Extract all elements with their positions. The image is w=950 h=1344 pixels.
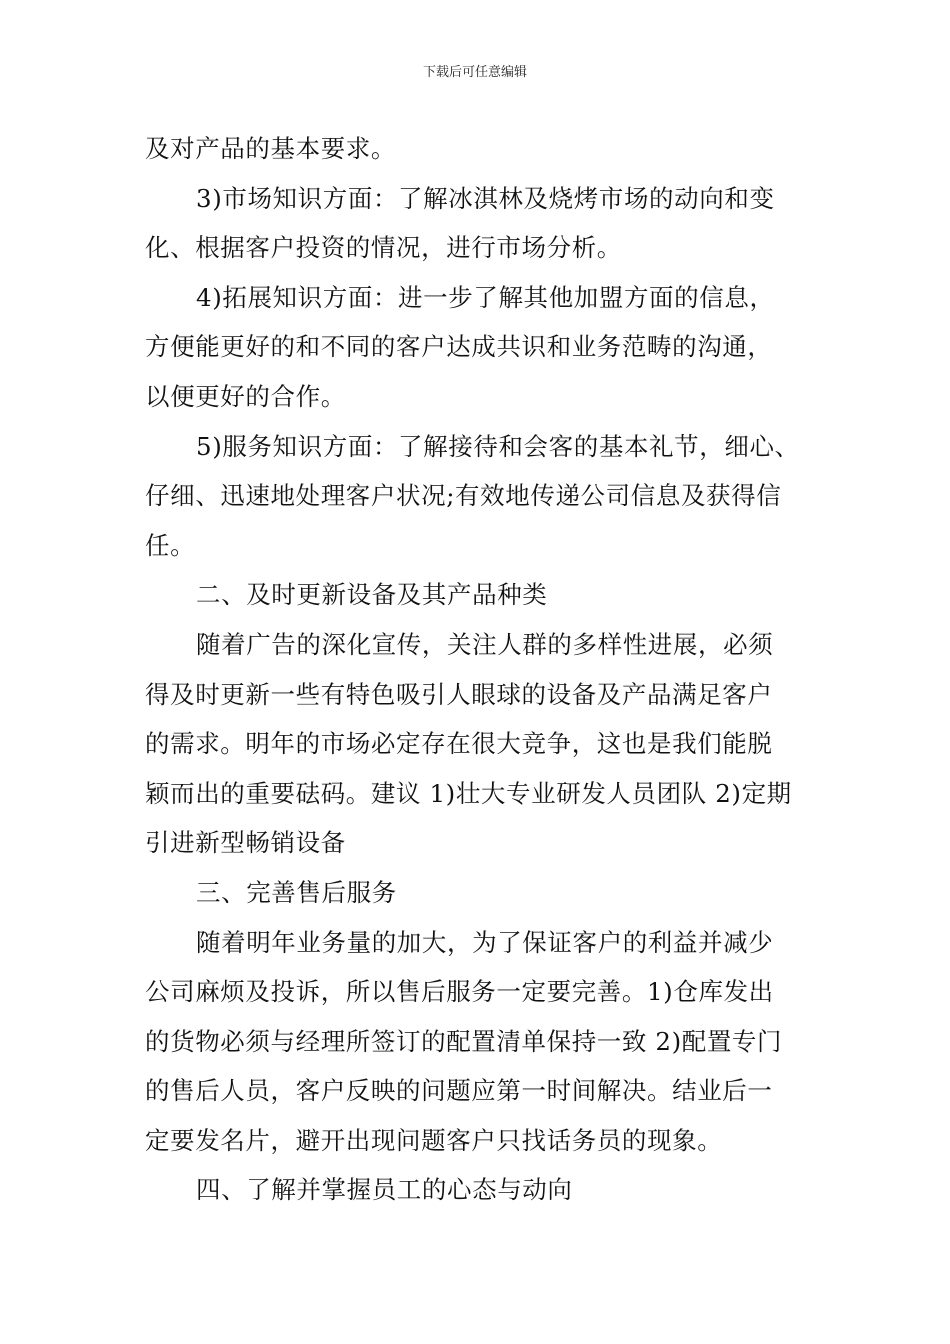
text-line: 定要发名片，避开出现问题客户只找话务员的现象。 xyxy=(145,1125,723,1155)
text-line: 4)拓展知识方面：进一步了解其他加盟方面的信息， xyxy=(196,282,775,312)
text-line: 公司麻烦及投诉，所以售后服务一定要完善。1)仓库发出 xyxy=(145,977,774,1007)
text-line: 3)市场知识方面：了解冰淇林及烧烤市场的动向和变 xyxy=(196,183,775,213)
text-line: 的货物必须与经理所签订的配置清单保持一致 2)配置专门 xyxy=(145,1026,783,1056)
text-line: 的需求。明年的市场必定存在很大竞争，这也是我们能脱 xyxy=(145,729,773,759)
text-line: 方便能更好的和不同的客户达成共识和业务范畴的沟通， xyxy=(145,332,773,362)
text-line: 及对产品的基本要求。 xyxy=(145,134,396,163)
section-heading: 二、及时更新设备及其产品种类 xyxy=(196,580,548,610)
text-line: 的售后人员，客户反映的问题应第一时间解决。结业后一 xyxy=(145,1076,773,1106)
text-line: 随着广告的深化宣传，关注人群的多样性进展，必须 xyxy=(196,629,774,659)
text-line: 化、根据客户投资的情况，进行市场分析。 xyxy=(145,233,622,263)
text-line: 随着明年业务量的加大，为了保证客户的利益并减少 xyxy=(196,927,774,957)
text-line: 仔细、迅速地处理客户状况;有效地传递公司信息及获得信 xyxy=(145,481,782,511)
section-heading: 四、了解并掌握员工的心态与动向 xyxy=(196,1175,573,1205)
text-line: 任。 xyxy=(145,530,196,560)
text-line: 颖而出的重要砝码。建议 1)壮大专业研发人员团队 2)定期 xyxy=(145,778,792,808)
text-line: 5)服务知识方面：了解接待和会客的基本礼节，细心、 xyxy=(196,431,800,461)
page-header: 下载后可任意编辑 xyxy=(422,65,527,80)
document-body xyxy=(145,124,817,1215)
text-line: 得及时更新一些有特色吸引人眼球的设备及产品满足客户 xyxy=(145,679,773,709)
text-line: 引进新型畅销设备 xyxy=(145,828,346,858)
section-heading: 三、完善售后服务 xyxy=(196,877,397,907)
text-line: 以便更好的合作。 xyxy=(145,381,346,411)
